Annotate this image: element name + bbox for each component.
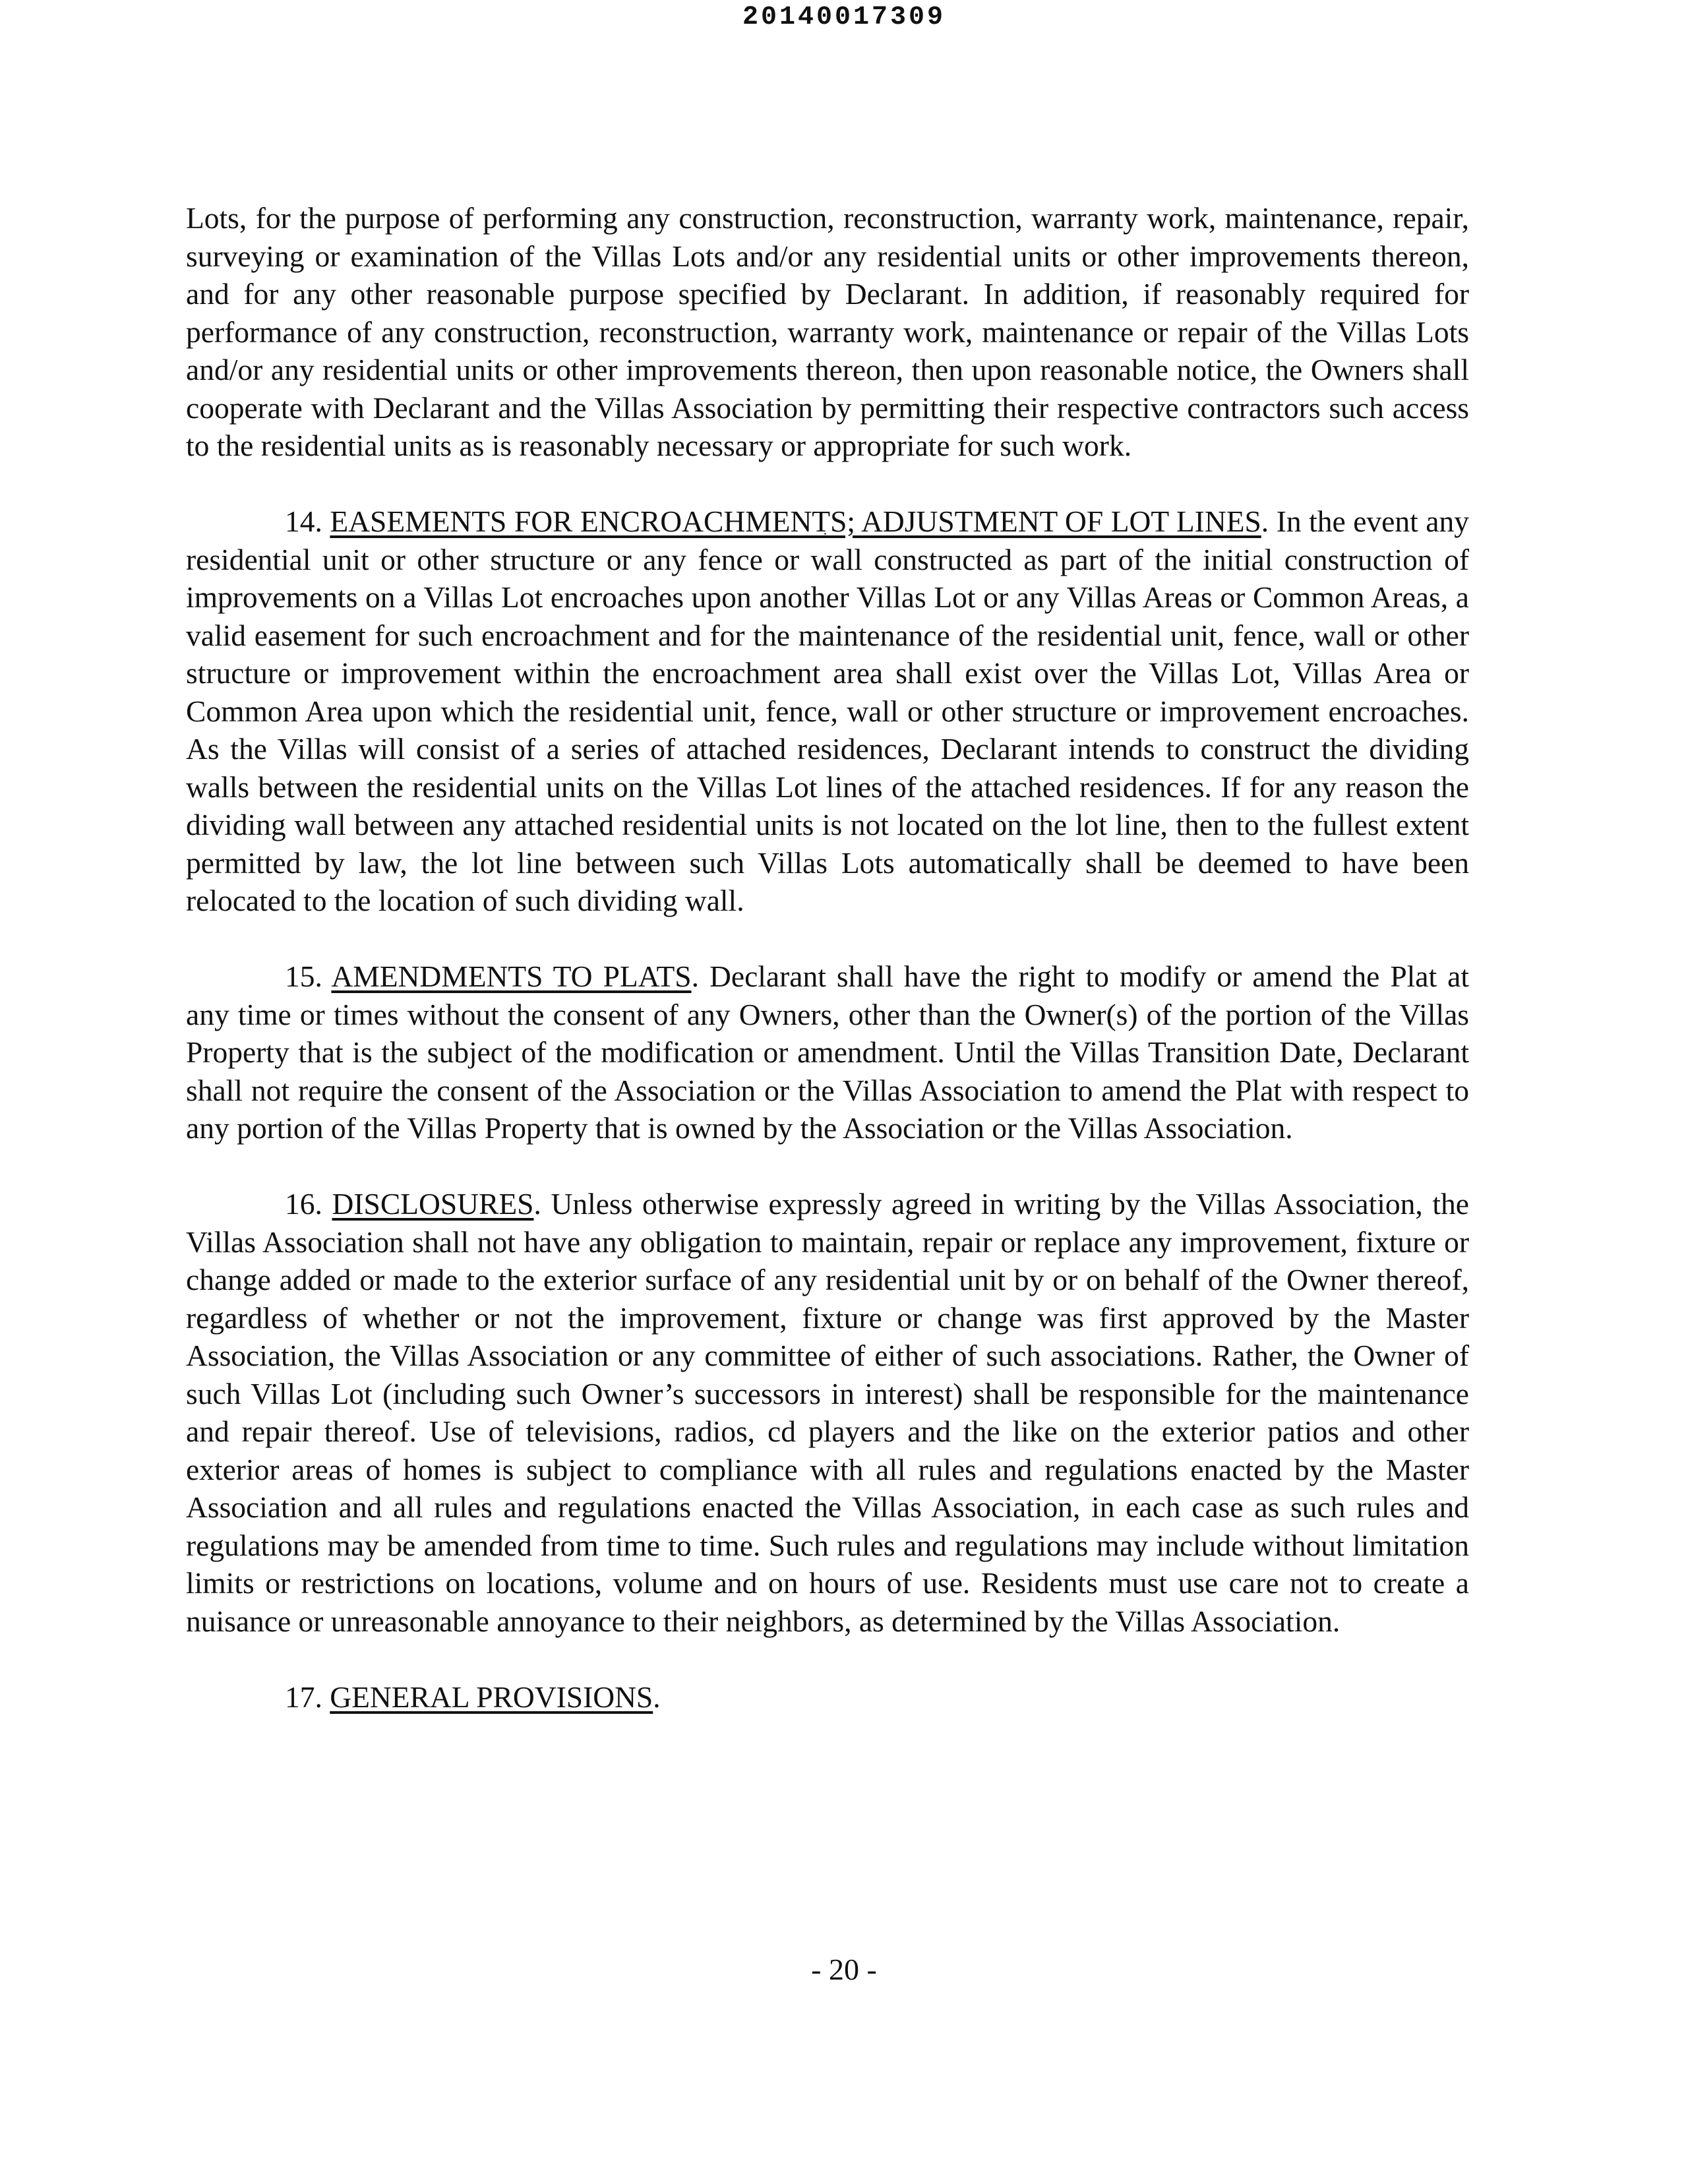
section-14 <box>186 502 1469 920</box>
page-number: - 20 - <box>811 1953 877 1986</box>
section-14-number: 14. <box>285 504 322 538</box>
document-number: 20140017309 <box>742 3 946 32</box>
section-16-number: 16. <box>285 1187 322 1221</box>
section-15-body: . Declarant shall have the right to modify or amend the Plat at any time or times without the consent of any Owners, other than the Owner(s) of the portion of the Villas Property that is the subject of the modification or amendment. Until the Villas Transition Date, Declarant shall not require the consent of the Association or the Villas Association to amend the Plat with respect to any portion of the Villas Property that is owned by the Association or the Villas Association. <box>186 959 1469 1145</box>
section-16 <box>186 1185 1469 1640</box>
section-16-heading: DISCLOSURES <box>332 1187 534 1221</box>
section-17-number: 17. <box>285 1680 322 1714</box>
section-14-heading: EASEMENTS FOR ENCROACHMENTS; ADJUSTMENT OF LOT LINES <box>330 504 1261 538</box>
section-16-body: . Unless otherwise expressly agreed in writing by the Villas Association, the Villas Association shall not have any obligation to maintain, repair or replace any improvement, fixture or change added or made to the exterior surface of any residential unit by or on behalf of the Owner thereof, regardless of whether or not the improvement, fixture or change was first approved by the Master Association, the Villas Association or any committee of either of such associations. Rather, the Owner of such Villas Lot (including such Owner’s successors in interest) shall be responsible for the maintenance and repair thereof. Use of televisions, radios, cd players and the like on the exterior patios and other exterior areas of homes is subject to compliance with all rules and regulations enacted by the Master Association and all rules and regulations enacted the Villas Association, in each case as such rules and regulations may be amended from time to time. Such rules and regulations may include without limitation limits or restrictions on locations, volume and on hours of use. Residents must use care not to create a nuisance or unreasonable annoyance to their neighbors, as determined by the Villas Association. <box>186 1187 1469 1638</box>
section-17 <box>186 1678 1469 1716</box>
section-17-heading: GENERAL PROVISIONS <box>330 1680 653 1714</box>
section-15-number: 15. <box>285 959 322 993</box>
section-15-heading: AMENDMENTS TO PLATS <box>331 959 692 993</box>
paragraph-13-continued: Lots, for the purpose of performing any construction, reconstruction, warranty work, maintenance, repair, surveying or examination of the Villas Lots and/or any residential units or other improvements thereon, and for any other reasonable purpose specified by Declarant. In addition, if reasonably required for performance of any construction, reconstruction, warranty work, maintenance or repair of the Villas Lots and/or any residential units or other improvements thereon, then upon reasonable notice, the Owners shall cooperate with Declarant and the Villas Association by permitting their respective contractors such access to the residential units as is reasonably necessary or appropriate for such work. <box>186 201 1469 462</box>
section-17-body: . <box>653 1680 661 1714</box>
section-15 <box>186 957 1469 1147</box>
document-body <box>186 199 1469 1716</box>
section-14-body: . In the event any residential unit or other structure or any fence or wall constructed as part of the initial construction of improvements on a Villas Lot encroaches upon another Villas Lot or any Villas Areas or Common Areas, a valid easement for such encroachment and for the maintenance of the residential unit, fence, wall or other structure or improvement within the encroachment area shall exist over the Villas Lot, Villas Area or Common Area upon which the residential unit, fence, wall or other structure or improvement encroaches. As the Villas will consist of a series of attached residences, Declarant intends to construct the dividing walls between the residential units on the Villas Lot lines of the attached residences. If for any reason the dividing wall between any attached residential units is not located on the lot line, then to the fullest extent permitted by law, the lot line between such Villas Lots automatically shall be deemed to have been relocated to the location of such dividing wall. <box>186 504 1469 917</box>
